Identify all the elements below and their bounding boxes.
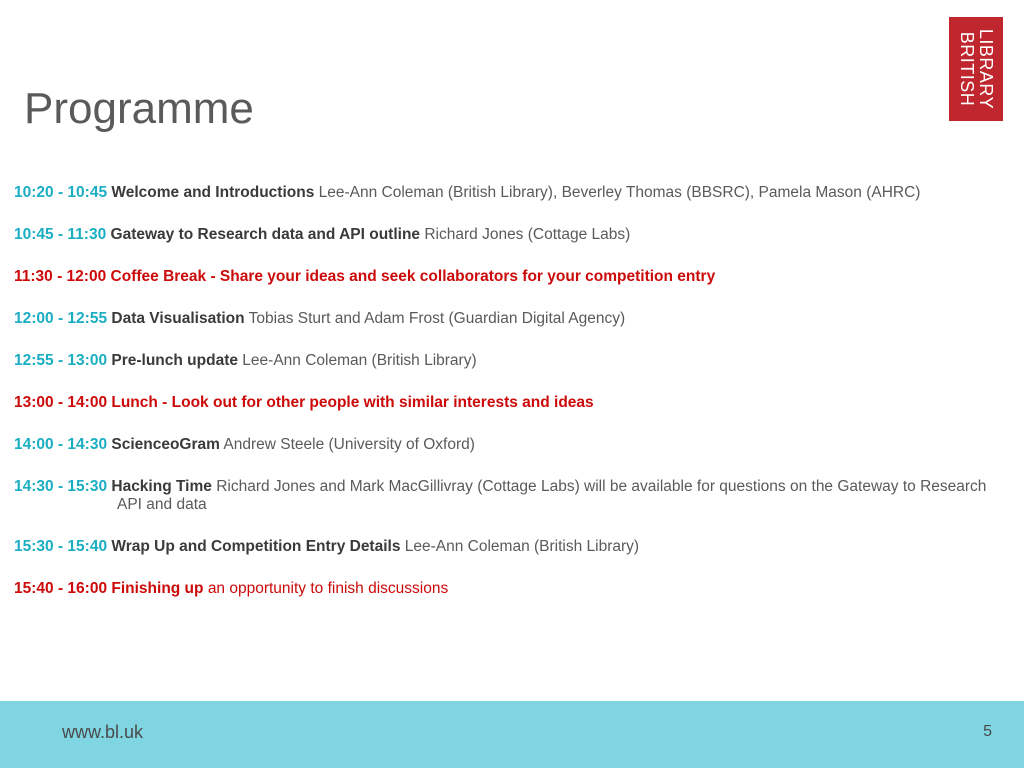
- logo-text: [949, 17, 1003, 121]
- footer-url: www.bl.uk: [62, 722, 144, 742]
- agenda-heading: Pre-lunch update: [111, 352, 238, 369]
- footer-bar: [0, 701, 1024, 768]
- agenda-time: 13:00 - 14:00: [14, 394, 108, 411]
- agenda-time: 15:30 - 15:40: [14, 538, 108, 555]
- agenda-heading: Gateway to Research data and API outline: [110, 226, 421, 243]
- page-number: 5: [983, 723, 992, 740]
- agenda-item: [14, 310, 1014, 328]
- agenda-item: [14, 436, 1014, 454]
- agenda-detail: Lee-Ann Coleman (British Library): [242, 352, 477, 369]
- logo-line-library: LIBRARY: [976, 28, 996, 110]
- agenda-detail: Richard Jones (Cottage Labs): [424, 226, 631, 243]
- agenda-detail: Lee-Ann Coleman (British Library): [404, 538, 640, 555]
- logo-line-british: BRITISH: [957, 31, 977, 107]
- agenda-item: [14, 394, 1014, 412]
- agenda-heading: Coffee Break - Share your ideas and seek collaborators for your competition entry: [110, 268, 716, 285]
- agenda-time: 14:00 - 14:30: [14, 436, 108, 453]
- agenda-time: 11:30 - 12:00: [14, 268, 107, 285]
- agenda-item: [14, 580, 1014, 598]
- agenda-list: [14, 184, 1014, 622]
- agenda-heading: Hacking Time: [111, 478, 212, 495]
- agenda-detail: Andrew Steele (University of Oxford): [223, 436, 475, 453]
- agenda-item: [14, 226, 1014, 244]
- agenda-time: 12:55 - 13:00: [14, 352, 108, 369]
- agenda-item: [14, 478, 1014, 514]
- agenda-detail: an opportunity to finish discussions: [207, 580, 449, 597]
- agenda-heading: Wrap Up and Competition Entry Details: [111, 538, 401, 555]
- agenda-time: 14:30 - 15:30: [14, 478, 108, 495]
- agenda-heading: ScienceoGram: [111, 436, 220, 453]
- agenda-time: 10:20 - 10:45: [14, 184, 108, 201]
- agenda-heading: Finishing up: [111, 580, 204, 597]
- british-library-logo: [949, 17, 1003, 121]
- agenda-time: 12:00 - 12:55: [14, 310, 108, 327]
- agenda-time: 10:45 - 11:30: [14, 226, 107, 243]
- agenda-detail: Richard Jones and Mark MacGillivray (Cottage Labs) will be available for questions on the Gateway to Research API and data: [117, 478, 987, 513]
- agenda-detail: Lee-Ann Coleman (British Library), Beverley Thomas (BBSRC), Pamela Mason (AHRC): [318, 184, 921, 201]
- agenda-item: [14, 352, 1014, 370]
- agenda-detail: Tobias Sturt and Adam Frost (Guardian Digital Agency): [248, 310, 626, 327]
- agenda-heading: Lunch - Look out for other people with similar interests and ideas: [111, 394, 594, 411]
- agenda-time: 15:40 - 16:00: [14, 580, 108, 597]
- agenda-heading: Data Visualisation: [111, 310, 245, 327]
- agenda-item: [14, 268, 1014, 286]
- agenda-item: [14, 538, 1014, 556]
- agenda-item: [14, 184, 1014, 202]
- agenda-heading: Welcome and Introductions: [111, 184, 315, 201]
- slide-title: Programme: [24, 84, 254, 133]
